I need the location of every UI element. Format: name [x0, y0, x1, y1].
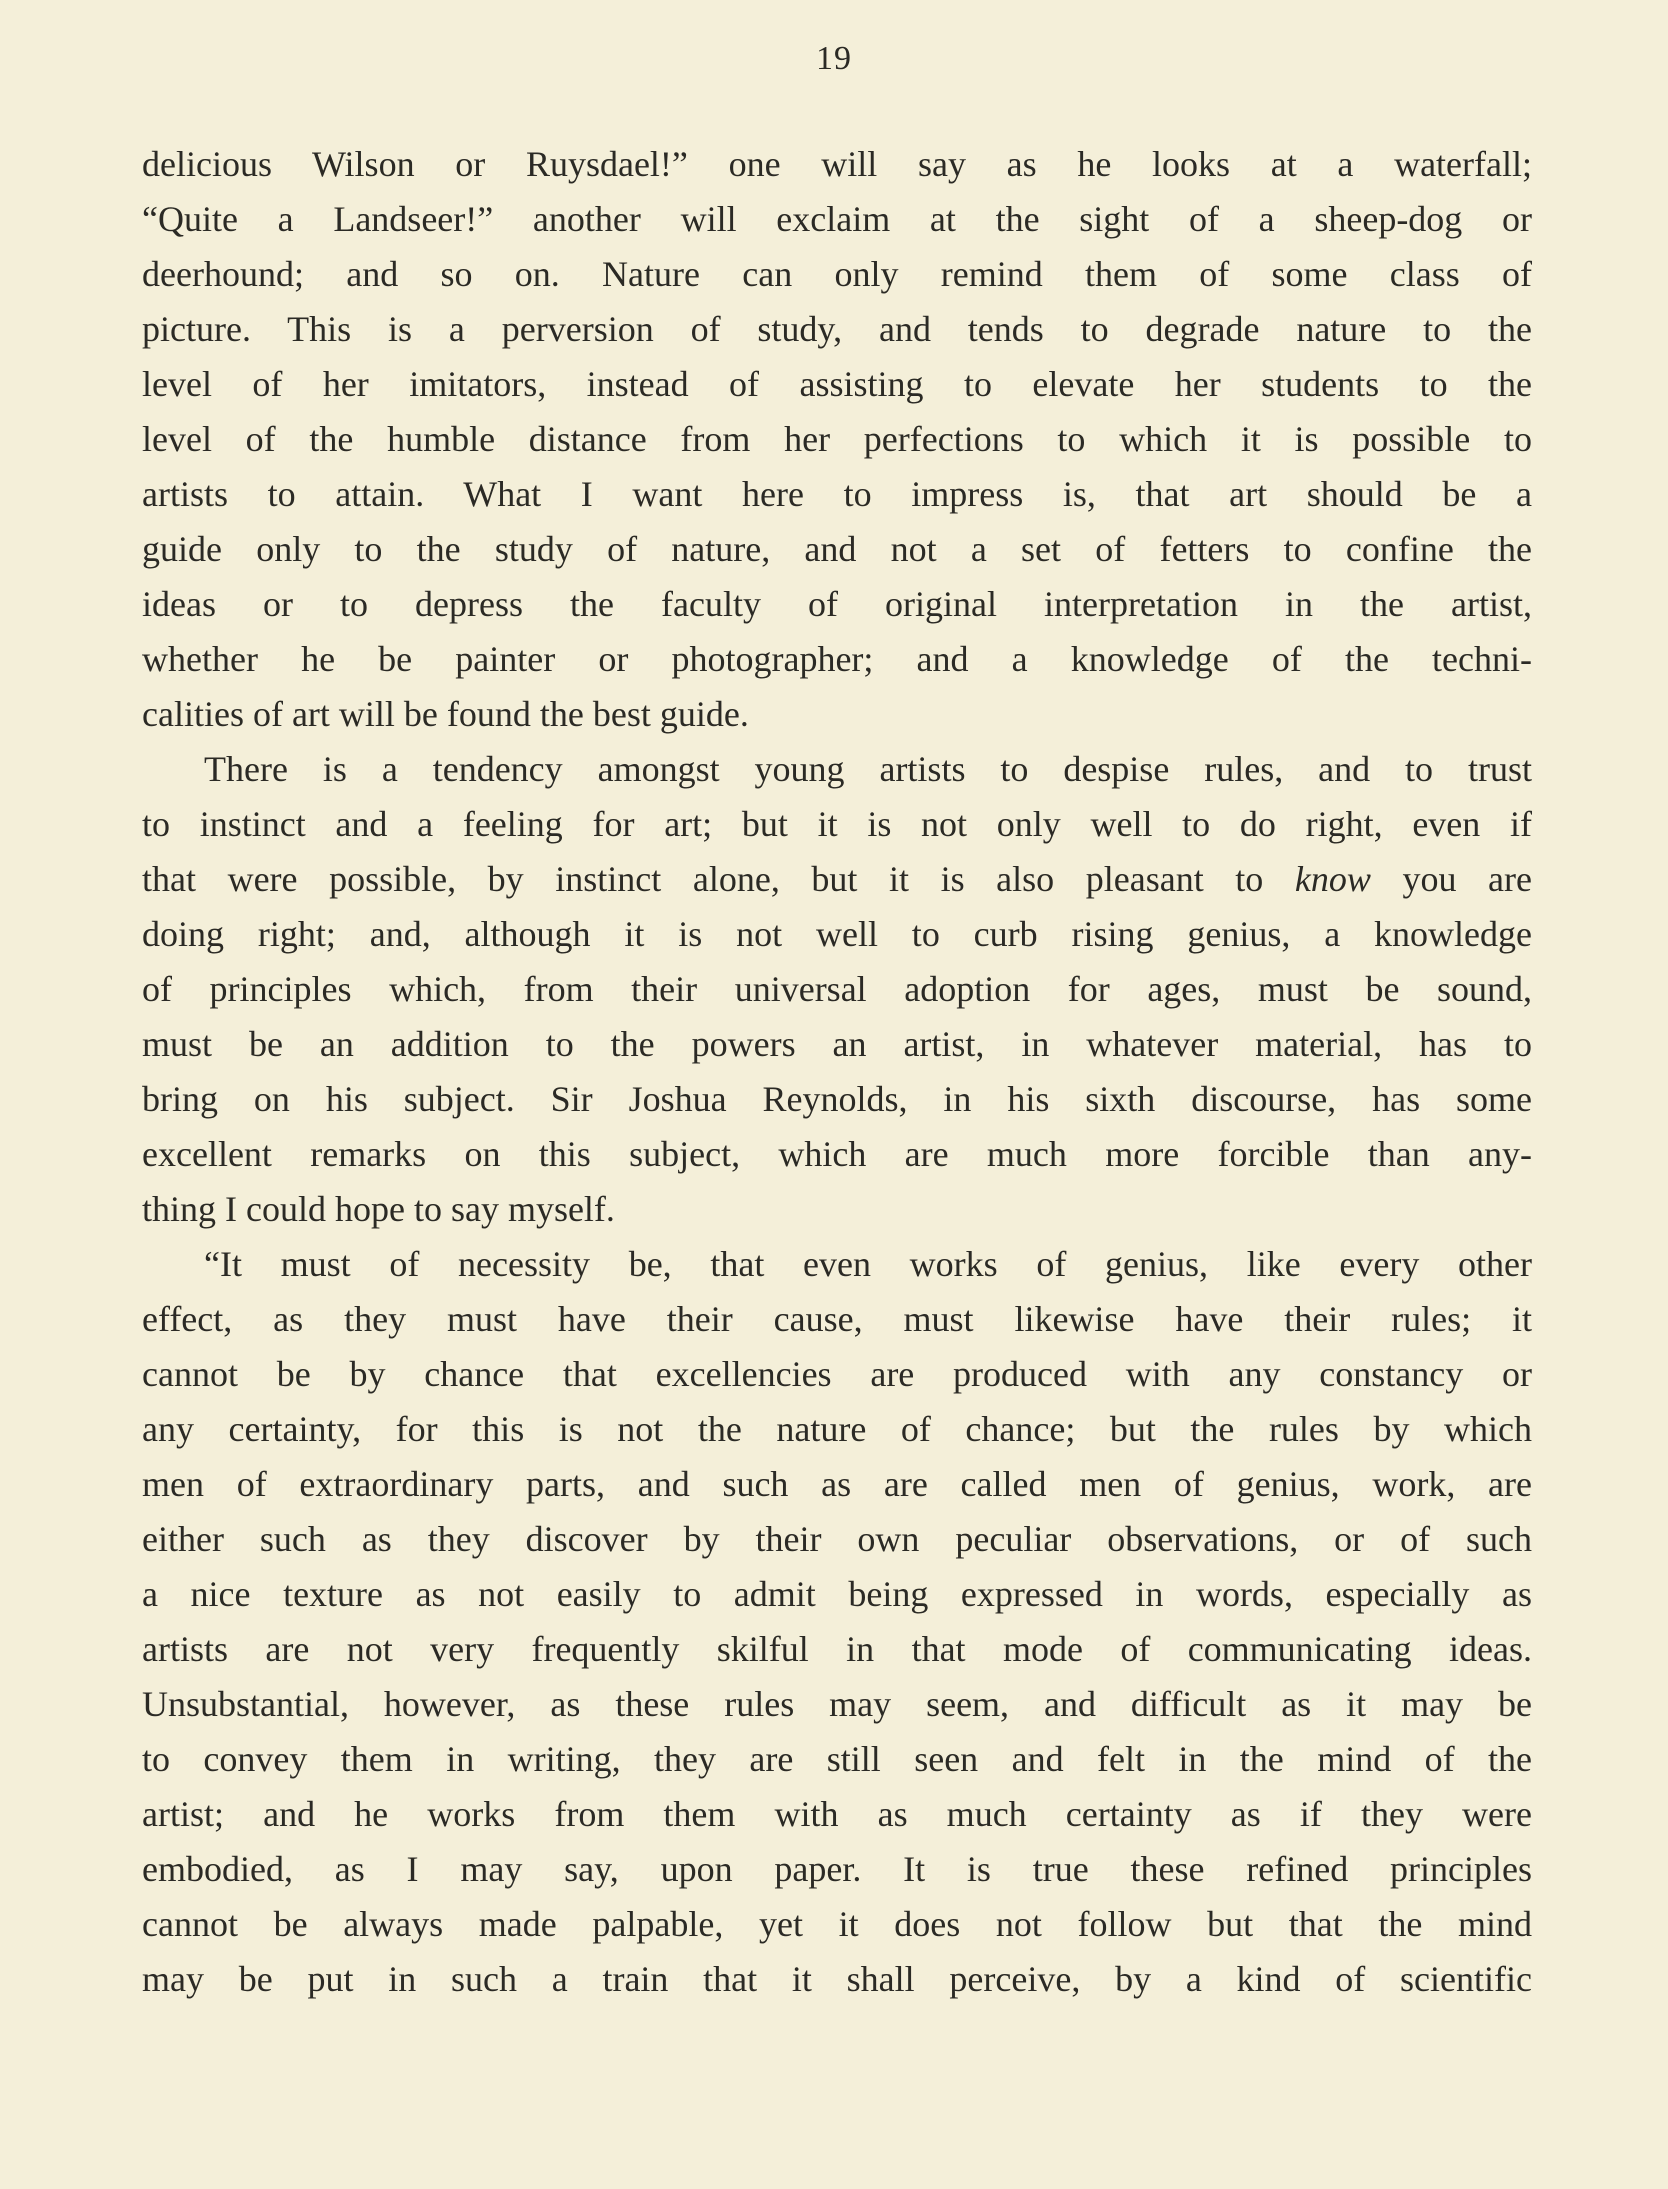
text-line: doing right; and, although it is not well to curb rising genius, a knowledge [142, 914, 1532, 954]
page-number: 19 [816, 40, 852, 77]
text-line: Unsubstantial, however, as these rules may seem, and difficult as it may be [142, 1684, 1532, 1724]
text-line: to convey them in writing, they are still seen and felt in the mind of the [142, 1739, 1532, 1779]
text-line: deerhound; and so on. Nature can only remind them of some class of [142, 254, 1532, 294]
text-line: cannot be by chance that excellencies are produced with any constancy or [142, 1354, 1532, 1394]
text-line: to instinct and a feeling for art; but it is not only well to do right, even if [142, 804, 1532, 844]
text-line: embodied, as I may say, upon paper. It is true these refined principles [142, 1849, 1532, 1889]
text-line: of principles which, from their universal adoption for ages, must be sound, [142, 969, 1532, 1009]
text-line: calities of art will be found the best guide. [142, 694, 749, 734]
text-line: delicious Wilson or Ruysdael!” one will say as he looks at a waterfall; [142, 144, 1532, 184]
text-line: guide only to the study of nature, and not a set of fetters to confine the [142, 529, 1532, 569]
text-line: excellent remarks on this subject, which are much more forcible than any- [142, 1134, 1532, 1174]
text-line: either such as they discover by their own peculiar observations, or of such [142, 1519, 1532, 1559]
text-segment: that were possible, by instinct alone, but it is also pleasant to [142, 859, 1295, 899]
text-line: a nice texture as not easily to admit being expressed in words, especially as [142, 1574, 1532, 1614]
text-line: cannot be always made palpable, yet it does not follow but that the mind [142, 1904, 1532, 1944]
text-line: picture. This is a perversion of study, and tends to degrade nature to the [142, 309, 1532, 349]
text-line: men of extraordinary parts, and such as are called men of genius, work, are [142, 1464, 1532, 1504]
text-line: whether he be painter or photographer; and a knowledge of the techni- [142, 639, 1532, 679]
text-line: There is a tendency amongst young artists to despise rules, and to trust [204, 749, 1532, 789]
text-line: artists to attain. What I want here to impress is, that art should be a [142, 474, 1532, 514]
text-line: artists are not very frequently skilful in that mode of communicating ideas. [142, 1629, 1532, 1669]
text-line: any certainty, for this is not the nature of chance; but the rules by which [142, 1409, 1532, 1449]
text-line: effect, as they must have their cause, must likewise have their rules; it [142, 1299, 1532, 1339]
text-line-with-italic [142, 852, 1532, 907]
text-line: level of her imitators, instead of assisting to elevate her students to the [142, 364, 1532, 404]
italic-word: know [1294, 859, 1371, 899]
text-segment: you are [1370, 859, 1532, 899]
text-line: must be an addition to the powers an artist, in whatever material, has to [142, 1024, 1532, 1064]
text-line: “Quite a Landseer!” another will exclaim at the sight of a sheep-dog or [142, 199, 1532, 239]
text-line: bring on his subject. Sir Joshua Reynolds, in his sixth discourse, has some [142, 1079, 1532, 1119]
text-line: level of the humble distance from her perfections to which it is possible to [142, 419, 1532, 459]
text-line: ideas or to depress the faculty of original interpretation in the artist, [142, 584, 1532, 624]
text-line: may be put in such a train that it shall perceive, by a kind of scientific [142, 1959, 1532, 1999]
text-line: “It must of necessity be, that even works of genius, like every other [204, 1244, 1532, 1284]
body-text [142, 137, 1532, 2007]
text-line: artist; and he works from them with as much certainty as if they were [142, 1794, 1532, 1834]
text-line: thing I could hope to say myself. [142, 1189, 615, 1229]
